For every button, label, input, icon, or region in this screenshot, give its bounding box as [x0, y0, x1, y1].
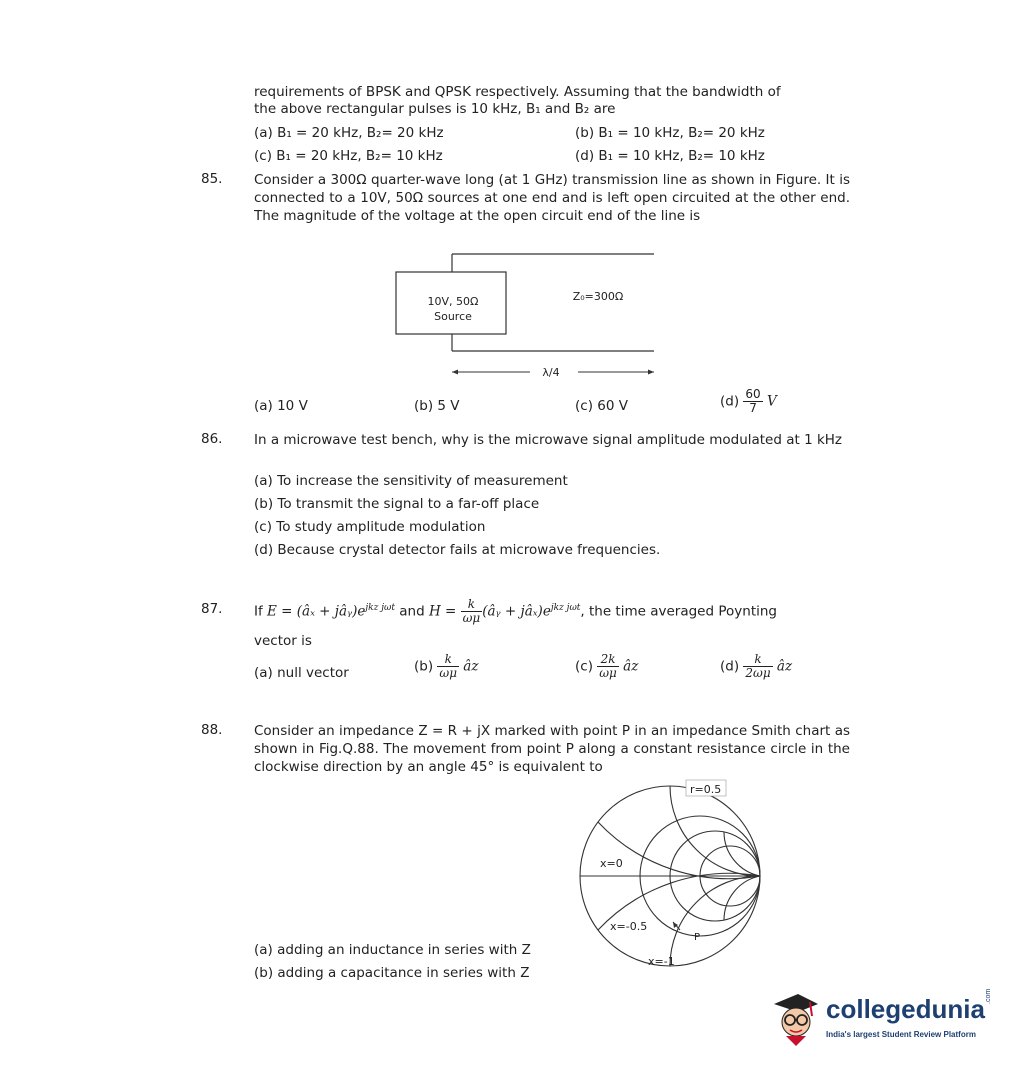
q87-option-b: (b) $\frac{k}{\omega\mu}$ âz — [414, 652, 479, 680]
q85-option-b: (b) 5 V — [414, 398, 460, 414]
label-point-p: P — [694, 932, 701, 943]
brand-logo[interactable] — [764, 984, 994, 1054]
q86-option-d: (d) Because crystal detector fails at microwave frequencies. — [254, 542, 661, 558]
brand-name: collegedunia — [826, 994, 985, 1024]
q86-option-a: (a) To increase the sensitivity of measurement — [254, 473, 568, 489]
label-r-0.5: r=0.5 — [690, 783, 722, 796]
label-x-minus-0.5: x=-0.5 — [610, 920, 648, 933]
mascot-icon — [768, 990, 822, 1046]
q88-text: Consider an impedance Z = R + jX marked with point P in an impedance Smith chart as shown in Fig.Q.88. The movement from point P along a constant resistance circle in the clockwise direction by an angle 45° is equivalent to — [254, 723, 850, 775]
source-label-2: Source — [434, 310, 472, 323]
q84-option-c: (c) B₁ = 20 kHz, B₂= 10 kHz — [254, 148, 443, 164]
q88-option-b: (b) adding a capacitance in series with Z — [254, 965, 530, 981]
smith-chart — [570, 776, 780, 976]
q84-option-b: (b) B₁ = 10 kHz, B₂= 20 kHz — [575, 125, 765, 141]
q87-number: 87. — [201, 601, 223, 617]
arrowhead-left — [452, 370, 458, 375]
length-label: λ/4 — [542, 366, 560, 378]
source-label-1: 10V, 50Ω — [427, 295, 479, 308]
label-x-0: x=0 — [600, 857, 623, 870]
q88-number: 88. — [201, 722, 223, 738]
q85-option-c: (c) 60 V — [575, 398, 628, 414]
brand-tagline: India's largest Student Review Platform — [826, 1030, 976, 1039]
q87-option-c: (c) $\frac{2k}{\omega\mu}$ âz — [575, 652, 639, 680]
q84-option-a: (a) B₁ = 20 kHz, B₂= 20 kHz — [254, 125, 444, 141]
q88-option-a: (a) adding an inductance in series with Z — [254, 942, 531, 958]
q84-text-line1: requirements of BPSK and QPSK respectively. Assuming that the bandwidth of — [254, 84, 781, 100]
q86-text: In a microwave test bench, why is the microwave signal amplitude modulated at 1 kHz — [254, 432, 843, 448]
q85-option-d: (d) $\frac{60}{7}$ V — [720, 387, 777, 415]
q87-option-d: (d) $\frac{k}{2\omega\mu}$ âz — [720, 652, 793, 680]
q85-circuit-figure — [390, 248, 670, 378]
label-x-minus-1: x=-1 — [648, 955, 675, 968]
q86-number: 86. — [201, 431, 223, 447]
q84-option-d: (d) B₁ = 10 kHz, B₂= 10 kHz — [575, 148, 765, 164]
q87-option-a: (a) null vector — [254, 665, 349, 681]
q84-text-line2: the above rectangular pulses is 10 kHz, B₁ and B₂ are — [254, 101, 616, 117]
q87-question-line1: If E = (âₓ + $jâᵧ)e^{jkz j\omega t}$ and H = $\frac{k}{\omega\mu}$ (âᵧ + $jâ_x)e^{jkz j\omega t}$, the time averaged Poynting — [254, 597, 777, 625]
q86-option-b: (b) To transmit the signal to a far-off place — [254, 496, 540, 512]
q87-question-line2: vector is — [254, 633, 312, 649]
brand-suffix: .com — [985, 988, 992, 1004]
line-impedance-label: Z₀=300Ω — [572, 290, 624, 303]
x-arc-plus05 — [598, 822, 760, 879]
arrowhead-right — [648, 370, 654, 375]
q85-text: Consider a 300Ω quarter-wave long (at 1 GHz) transmission line as shown in Figure. It is connected to a 10V, 50Ω sources at one end and is left open circuited at the other end. The magnitude of the voltage at the open circuit end of the line is — [254, 172, 850, 224]
q85-number: 85. — [201, 171, 223, 187]
q85-option-a: (a) 10 V — [254, 398, 308, 414]
q86-option-c: (c) To study amplitude modulation — [254, 519, 486, 535]
